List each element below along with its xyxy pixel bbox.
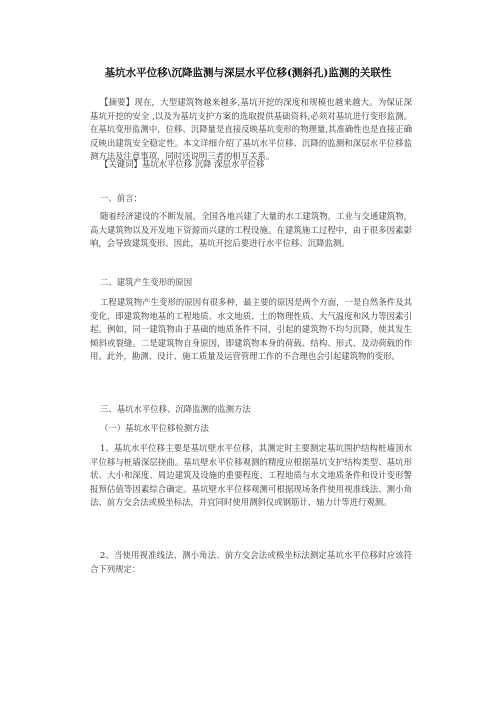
section3-paragraph-1: 1、基坑水平位移主要是基坑壁水平位移，其测定时主要测定基坑围护结构桩墙顶水平位移与桩墙深层挠曲。基坑壁水平位移观测的精度应根据基坑支护结构类型、基坑形状、大小和深度、周边建筑及设施的重要程度、工程地质与水文地质条件和设计变形警报预估值等因素综合确定。基坑壁水平位移观测可根据现场条件使用视准线法、测小角法、前方交会法或极坐标法，并宜同时使用测斜仪或钢筋计、轴力计等进行观测。 <box>90 443 412 508</box>
keywords-line: 【关键词】基坑水平位移 沉降 深层水平位移 <box>100 159 265 169</box>
document-title: 基坑水平位移\沉降监测与深层水平位移(测斜孔)监测的关联性 <box>104 67 392 79</box>
section2-heading: 二、建筑产生变形的原因 <box>100 277 193 287</box>
section3-subheading: （一）基坑水平位移检测方法 <box>100 423 209 433</box>
abstract-paragraph: 【摘要】现在，大型建筑物越来越多,基坑开挖的深度和规模也越来越大。为保证深基坑开挖的安全 ,以及为基坑支护方案的选取提供基础资料,必须对基坑进行变形监测。在基坑变形监测中，位移、沉降量是直接反映基坑变形的物理量,其准确性也是直接正确反映出建筑安全稳定性。本文详细介绍了基坑水平位移、沉降的监测和深层水平位移监测方法及注意事项，同时还说明三者的相互关系。 <box>90 97 412 162</box>
section2-paragraph: 工程建筑物产生变形的原因有很多种，最主要的原因是两个方面，一是自然条件及其变化，即建筑物地基的工程地质、水文地质、土的物理性质、大气温度和风力等因素引起。例如，同一建筑物由于基础的地质条件不同，引起的建筑物不均匀沉降，使其发生倾斜或裂缝。二是建筑物自身原因，即建筑物本身的荷载、结构、形式、及动荷载的作用。此外，勘测、设计、施工质量及运营管理工作的不合理也会引起建筑物的变形。 <box>90 297 412 362</box>
section1-paragraph: 随着经济建设的不断发展，全国各地兴建了大量的水工建筑物，工业与交通建筑物，高大建筑物以及开发地下资源而兴建的工程设施。在建筑施工过程中，由于很多因素影响，会导致建筑变形。因此，基坑开挖后要进行水平位移、沉降监测。 <box>90 211 412 249</box>
section3-paragraph-2: 2、当使用视准线法、测小角法、前方交会法或极坐标法测定基坑水平位移时应该符合下列规定： <box>90 550 412 574</box>
section3-heading: 三、基坑水平位移、沉降监测的监测方法 <box>100 404 251 414</box>
section1-heading: 一、前言： <box>100 193 142 203</box>
